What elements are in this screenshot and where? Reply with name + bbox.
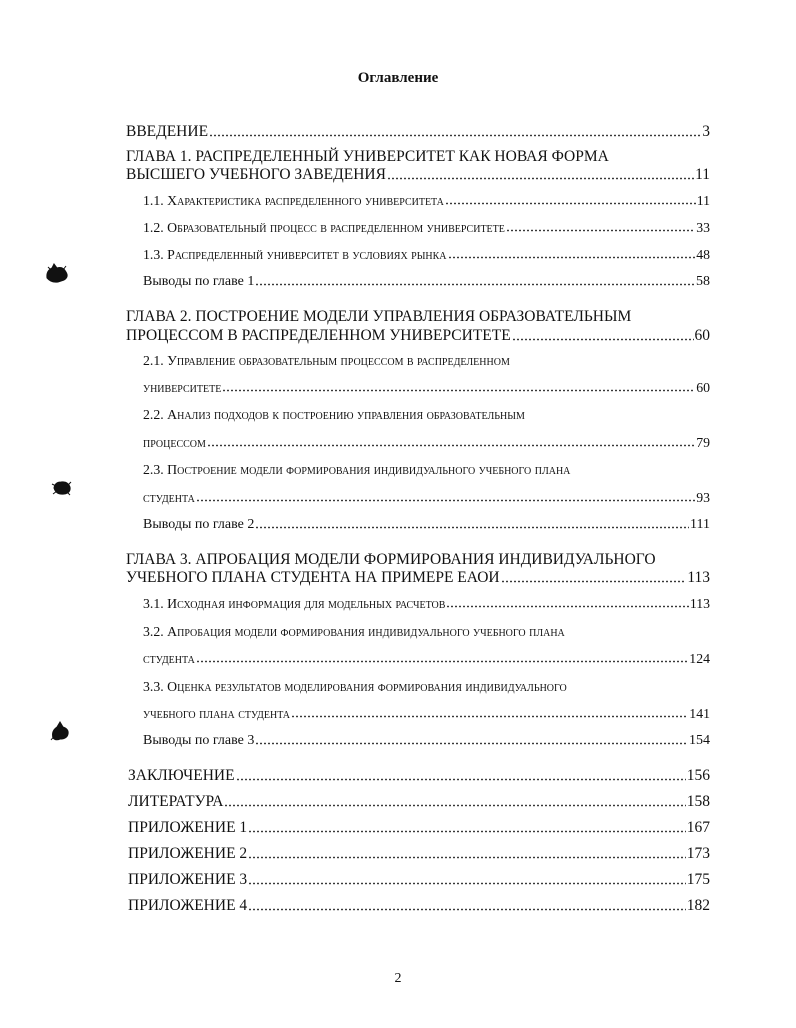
dot-leader bbox=[248, 830, 686, 833]
page-title: Оглавление bbox=[357, 70, 439, 86]
toc-entry-page: 175 bbox=[686, 871, 710, 888]
toc-entry-page: 141 bbox=[689, 706, 710, 721]
toc-entry-page: 93 bbox=[696, 490, 710, 505]
toc-entry-page: 182 bbox=[686, 897, 710, 914]
toc-entry-label: 1.1. Характеристика распределенного университета bbox=[143, 193, 444, 208]
dot-leader bbox=[196, 660, 688, 663]
toc-entry-label: ПРИЛОЖЕНИЕ 4 bbox=[128, 897, 248, 914]
toc-entry-page: 60 bbox=[694, 327, 710, 344]
toc-entry-page: 33 bbox=[696, 220, 710, 235]
toc-entry-page: 3 bbox=[702, 123, 710, 140]
toc-entry-label: Выводы по главе 3 bbox=[143, 733, 255, 748]
dot-leader bbox=[255, 742, 688, 745]
dot-leader bbox=[291, 715, 688, 718]
toc-entry-page: 158 bbox=[686, 793, 710, 810]
toc-entry-3-3-line1[interactable]: 3.3. Оценка результатов моделирования формирования индивидуального bbox=[143, 679, 567, 694]
toc-entry-label: процессом bbox=[143, 435, 206, 450]
toc-entry-2-1-line1[interactable]: 2.1. Управление образовательным процессом в распределенном bbox=[143, 353, 510, 368]
toc-entry-page: 58 bbox=[696, 274, 710, 289]
toc-entry-chapter1[interactable] bbox=[126, 167, 710, 183]
dot-leader bbox=[236, 778, 686, 781]
dot-leader bbox=[506, 229, 695, 232]
toc-entry-3-2[interactable] bbox=[143, 652, 710, 666]
toc-entry-2-3-line1[interactable]: 2.3. Построение модели формирования индивидуального учебного плана bbox=[143, 462, 571, 477]
toc-entry-2-2-line1[interactable]: 2.2. Анализ подходов к построению управления образовательным bbox=[143, 407, 525, 422]
toc-entry-literature[interactable] bbox=[128, 794, 710, 810]
toc-entry-3-2-line1[interactable]: 3.2. Апробация модели формирования индивидуального учебного плана bbox=[143, 624, 565, 639]
dot-leader bbox=[224, 804, 685, 807]
toc-chapter2-title-line1[interactable]: ГЛАВА 2. ПОСТРОЕНИЕ МОДЕЛИ УПРАВЛЕНИЯ ОБРАЗОВАТЕЛЬНЫМ bbox=[126, 308, 632, 325]
dot-leader bbox=[248, 882, 686, 885]
dot-leader bbox=[501, 580, 687, 583]
toc-entry-label: ПРИЛОЖЕНИЕ 2 bbox=[128, 845, 248, 862]
toc-entry-2-3[interactable] bbox=[143, 491, 710, 505]
toc-entry-2-1[interactable] bbox=[143, 381, 710, 395]
toc-entry-label: Выводы по главе 2 bbox=[143, 517, 255, 532]
toc-entry-conclusions-1[interactable] bbox=[143, 275, 710, 289]
toc-entry-intro[interactable] bbox=[126, 124, 710, 140]
toc-entry-page: 11 bbox=[695, 166, 710, 183]
toc-entry-label: Выводы по главе 1 bbox=[143, 274, 255, 289]
toc-entry-3-3[interactable] bbox=[143, 707, 710, 721]
toc-entry-label: 1.2. Образовательный процесс в распределенном университете bbox=[143, 220, 505, 235]
toc-entry-page: 79 bbox=[696, 435, 710, 450]
toc-entry-label: студента bbox=[143, 651, 195, 666]
toc-chapter1-title-line1[interactable]: ГЛАВА 1. РАСПРЕДЕЛЕННЫЙ УНИВЕРСИТЕТ КАК НОВАЯ ФОРМА bbox=[126, 148, 609, 165]
dot-leader bbox=[255, 526, 689, 529]
toc-entry-label: университете bbox=[143, 380, 222, 395]
toc-entry-chapter3[interactable] bbox=[126, 570, 710, 586]
dot-leader bbox=[222, 389, 695, 392]
dot-leader bbox=[207, 444, 695, 447]
toc-entry-appendix-4[interactable] bbox=[128, 898, 710, 914]
toc-entry-label: ПРИЛОЖЕНИЕ 3 bbox=[128, 871, 248, 888]
toc-entry-page: 113 bbox=[689, 596, 710, 611]
toc-entry-page: 111 bbox=[690, 517, 710, 532]
toc-chapter3-title-line1[interactable]: ГЛАВА 3. АПРОБАЦИЯ МОДЕЛИ ФОРМИРОВАНИЯ ИНДИВИДУАЛЬНОГО bbox=[126, 551, 656, 568]
toc-entry-conclusion[interactable] bbox=[128, 768, 710, 784]
toc-entry-chapter2[interactable] bbox=[126, 328, 710, 344]
dot-leader bbox=[448, 256, 696, 259]
toc-entry-appendix-3[interactable] bbox=[128, 872, 710, 888]
toc-entry-label: 1.3. Распределенный университет в условиях рынка bbox=[143, 247, 447, 262]
toc-entry-label: ВВЕДЕНИЕ bbox=[126, 123, 209, 140]
toc-entry-label: ВЫСШЕГО УЧЕБНОГО ЗАВЕДЕНИЯ bbox=[126, 166, 386, 183]
scan-blot-icon bbox=[44, 262, 70, 284]
toc-entry-label: ПРОЦЕССОМ В РАСПРЕДЕЛЕННОМ УНИВЕРСИТЕТЕ bbox=[126, 327, 511, 344]
dot-leader bbox=[387, 177, 694, 180]
toc-entry-appendix-2[interactable] bbox=[128, 846, 710, 862]
toc-entry-1-3[interactable] bbox=[143, 248, 710, 262]
toc-entry-page: 167 bbox=[686, 819, 710, 836]
toc-entry-2-2[interactable] bbox=[143, 436, 710, 450]
toc-entry-label: УЧЕБНОГО ПЛАНА СТУДЕНТА НА ПРИМЕРЕ ЕАОИ bbox=[126, 569, 500, 586]
toc-entry-1-1[interactable] bbox=[143, 194, 710, 208]
scan-blot-icon bbox=[50, 478, 74, 498]
toc-entry-label: студента bbox=[143, 490, 195, 505]
dot-leader bbox=[255, 283, 695, 286]
toc-entry-page: 173 bbox=[686, 845, 710, 862]
toc-entry-conclusions-3[interactable] bbox=[143, 734, 710, 748]
toc-entry-label: 3.1. Исходная информация для модельных расчетов bbox=[143, 596, 446, 611]
toc-entry-page: 156 bbox=[686, 767, 710, 784]
toc-entry-page: 154 bbox=[689, 733, 710, 748]
toc-entry-1-2[interactable] bbox=[143, 221, 710, 235]
toc-entry-page: 11 bbox=[696, 193, 710, 208]
toc-entry-page: 124 bbox=[689, 651, 710, 666]
page-number: 2 bbox=[394, 971, 402, 986]
dot-leader bbox=[196, 499, 695, 502]
dot-leader bbox=[248, 908, 686, 911]
toc-entry-page: 113 bbox=[687, 569, 710, 586]
dot-leader bbox=[248, 856, 686, 859]
toc-entry-label: ПРИЛОЖЕНИЕ 1 bbox=[128, 819, 248, 836]
dot-leader bbox=[446, 605, 688, 608]
toc-entry-page: 48 bbox=[696, 247, 710, 262]
dot-leader bbox=[512, 338, 694, 341]
toc-entry-conclusions-2[interactable] bbox=[143, 518, 710, 532]
toc-entry-label: ЗАКЛЮЧЕНИЕ bbox=[128, 767, 235, 784]
toc-entry-label: ЛИТЕРАТУРА bbox=[128, 793, 224, 810]
dot-leader bbox=[445, 202, 696, 205]
toc-entry-label: учебного плана студента bbox=[143, 706, 291, 721]
toc-entry-appendix-1[interactable] bbox=[128, 820, 710, 836]
scan-blot-icon bbox=[48, 720, 72, 742]
dot-leader bbox=[209, 134, 701, 137]
toc-entry-page: 60 bbox=[696, 380, 710, 395]
toc-entry-3-1[interactable] bbox=[143, 597, 710, 611]
